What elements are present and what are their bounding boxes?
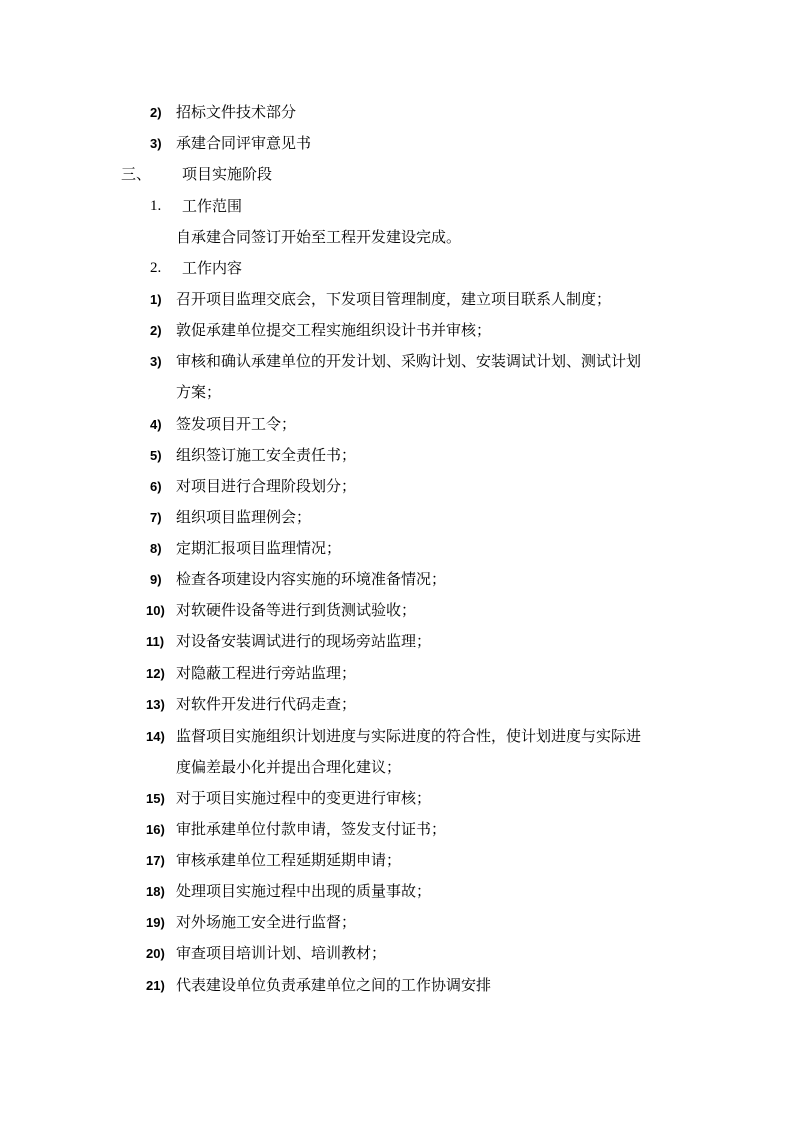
scope-text: 自承建合同签订开始至工程开发建设完成。 — [176, 228, 462, 246]
list-item-number: 14) — [146, 729, 165, 744]
list-item-text: 审核承建单位工程延期延期申请； — [176, 851, 402, 869]
list-item-text: 监督项目实施组织计划进度与实际进度的符合性，使计划进度与实际进 — [176, 727, 642, 745]
list-item-text: 审核和确认承建单位的开发计划、采购计划、安装调试计划、测试计划 — [176, 352, 642, 370]
list-item-number: 6) — [150, 479, 162, 494]
list-item-number: 16) — [146, 822, 165, 837]
list-item-number: 2) — [150, 323, 162, 338]
list-item-text: 组织签订施工安全责任书； — [176, 446, 357, 464]
list-item-text: 对外场施工安全进行监督； — [176, 913, 357, 931]
list-item-number: 3) — [150, 136, 162, 151]
list-item-text: 对软硬件设备等进行到货测试验收； — [176, 601, 417, 619]
list-item-text: 对于项目实施过程中的变更进行审核； — [176, 789, 432, 807]
list-item-number: 1) — [150, 292, 162, 307]
list-item-number: 20) — [146, 946, 165, 961]
subsection-number: 2. — [150, 260, 162, 276]
subsection-title: 工作范围 — [182, 197, 243, 215]
list-item-text: 对项目进行合理阶段划分； — [176, 477, 357, 495]
list-item-text: 审查项目培训计划、培训教材； — [176, 944, 387, 962]
list-item-text: 组织项目监理例会； — [176, 508, 312, 526]
list-item-text: 对设备安装调试进行的现场旁站监理； — [176, 632, 432, 650]
list-item-number: 8) — [150, 541, 162, 556]
list-item-number: 7) — [150, 510, 162, 525]
list-item-number: 11) — [146, 634, 165, 649]
list-item-number: 4) — [150, 417, 162, 432]
list-item-text: 方案； — [176, 383, 222, 401]
list-item-number: 18) — [146, 884, 165, 899]
list-item-text: 审批承建单位付款申请，签发支付证书； — [176, 820, 447, 838]
section-number: 三、 — [121, 165, 152, 183]
list-item-number: 21) — [146, 978, 165, 993]
list-item-text: 度偏差最小化并提出合理化建议； — [176, 758, 402, 776]
list-item-number: 2) — [150, 105, 162, 120]
list-item-text: 签发项目开工令； — [176, 415, 297, 433]
list-item-text: 处理项目实施过程中出现的质量事故； — [176, 882, 432, 900]
list-item-text: 代表建设单位负责承建单位之间的工作协调安排 — [176, 976, 492, 994]
list-item-text: 定期汇报项目监理情况； — [176, 539, 342, 557]
list-item-number: 17) — [146, 853, 165, 868]
list-item-number: 12) — [146, 666, 165, 681]
subsection-number: 1. — [150, 198, 162, 214]
list-item-number: 10) — [146, 603, 165, 618]
list-item-number: 5) — [150, 448, 162, 463]
list-item-number: 9) — [150, 572, 162, 587]
list-item-number: 19) — [146, 915, 165, 930]
list-item-text: 招标文件技术部分 — [176, 103, 297, 121]
list-item-text: 承建合同评审意见书 — [176, 134, 312, 152]
list-item-number: 15) — [146, 791, 165, 806]
list-item-number: 3) — [150, 354, 162, 369]
list-item-text: 对软件开发进行代码走查； — [176, 695, 357, 713]
subsection-title: 工作内容 — [182, 259, 243, 277]
list-item-number: 13) — [146, 697, 165, 712]
list-item-text: 敦促承建单位提交工程实施组织设计书并审核； — [176, 321, 492, 339]
list-item-text: 检查各项建设内容实施的环境准备情况； — [176, 570, 447, 588]
list-item-text: 召开项目监理交底会，下发项目管理制度，建立项目联系人制度； — [176, 290, 612, 308]
section-title: 项目实施阶段 — [182, 165, 273, 183]
list-item-text: 对隐蔽工程进行旁站监理； — [176, 664, 357, 682]
